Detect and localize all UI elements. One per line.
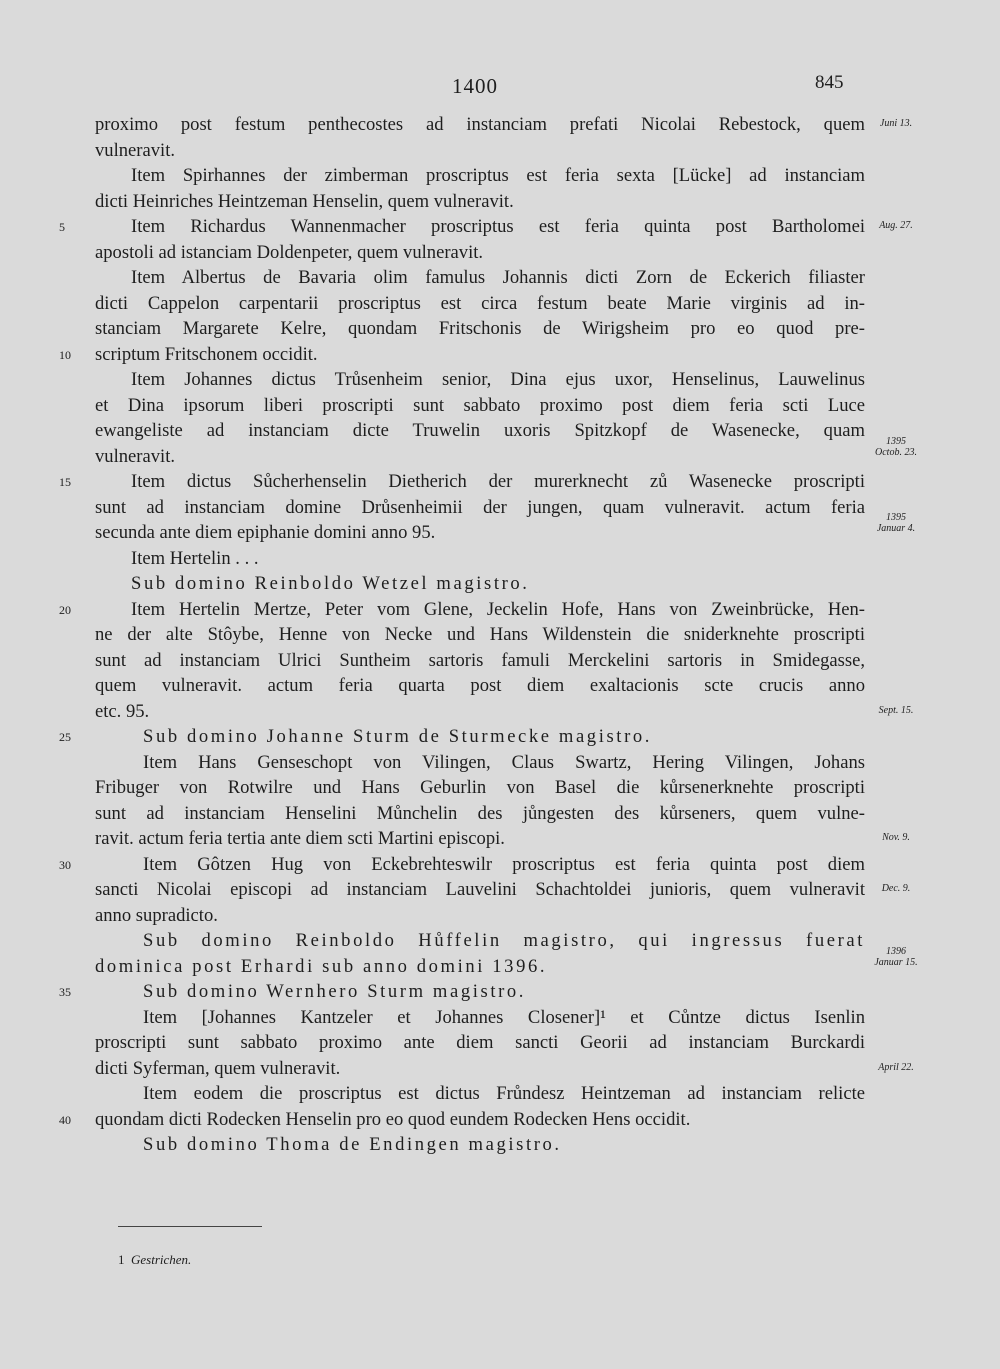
margin-date-note: 1396 Januar 15. [874,945,918,968]
line-text: dicti Heinriches Heintzeman Henselin, quem vulneravit. [95,190,514,212]
line-text: quem vulneravit. actum feria quarta post diem exaltacionis scte crucis anno [95,675,865,696]
footnote [118,1252,191,1268]
text-line [59,852,865,878]
line-text: Item Gôtzen Hug von Eckebrehteswilr proscriptus est feria quinta post diem [143,853,865,875]
text-line [95,189,865,215]
line-text: Item Hertelin Mertze, Peter vom Glene, Jeckelin Hofe, Hans von Zweinbrücke, Hen- [131,598,865,620]
text-line [95,877,911,903]
text-line [95,1081,865,1107]
line-text: scriptum Fritschonem occidit. [95,343,318,365]
text-line [95,1005,865,1031]
text-line [95,1056,914,1082]
text-line [95,775,865,801]
text-line [95,495,865,521]
line-text: dominica post Erhardi sub anno domini 1396. [95,955,548,977]
line-text: sunt ad instanciam domine Drůsenheimii der jungen, quam vulneravit. actum feria [95,496,865,518]
text-line [95,699,914,725]
line-text: et Dina ipsorum liberi proscripti sunt sabbato proximo post diem feria scti Luce [95,394,865,416]
text-line [95,673,865,699]
margin-date-note: April 22. [878,1061,914,1073]
line-text: dicti Cappelon carpentarii proscriptus est circa festum beate Marie virginis ad in- [95,292,865,314]
text-line [95,512,916,546]
text-line [59,597,865,623]
line-text: Sub domino Reinboldo Hůffelin magistro, qui ingressus fuerat [143,930,865,951]
line-text: sunt ad instanciam Ulrici Suntheim sartoris famuli Merckelini sartoris in Smidegasse, [95,649,865,671]
text-line [95,1132,865,1158]
text-line [59,979,865,1005]
margin-date-note: 1395 Octob. 23. [875,435,917,458]
line-text: quondam dicti Rodecken Henselin pro eo quod eundem Rodecken Hens occidit. [95,1108,691,1130]
text-line [95,928,865,954]
page-header [0,74,1000,104]
line-text: ravit. actum feria tertia ante diem scti Martini episcopi. [95,828,505,849]
text-line [95,826,910,852]
text-line [95,750,865,776]
footnote-text: Gestrichen. [131,1252,192,1267]
text-line [59,1107,865,1133]
line-number: 15 [59,475,71,489]
line-text: vulneravit. [95,139,176,161]
footnote-marker: 1 [118,1252,125,1267]
text-line [95,367,865,393]
line-text: stanciam Margarete Kelre, quondam Fritschonis de Wirigsheim pro eo quod pre- [95,318,865,339]
line-text: Item Hans Genseschopt von Vilingen, Claus Swartz, Hering Vilingen, Johans [143,751,865,773]
line-number: 20 [59,602,71,617]
line-text: Sub domino Thoma de Endingen magistro. [143,1134,562,1155]
line-text: Sub domino Johanne Sturm de Sturmecke magistro. [143,726,653,747]
line-number: 5 [59,220,65,234]
text-line [59,214,913,240]
line-text: Item Spirhannes der zimberman proscriptus est feria sexta [Lücke] ad instanciam [131,165,865,186]
line-text: proximo post festum penthecostes ad instanciam prefati Nicolai Rebestock, quem [95,114,865,135]
line-text: Fribuger von Rotwilre und Hans Geburlin von Basel die kůrsenerknehte proscripti [95,777,865,798]
text-line [95,571,865,597]
line-text: Item eodem die proscriptus est dictus Frůndesz Heintzeman ad instanciam relicte [143,1083,865,1104]
margin-date-note: Sept. 15. [878,704,914,716]
line-text: Item Hertelin . . . [131,547,259,569]
text-line [95,622,865,648]
document-body [59,112,918,1158]
line-text: Sub domino Wernhero Sturm magistro. [143,981,527,1002]
line-text: dicti Syferman, quem vulneravit. [95,1057,341,1079]
text-line [95,435,917,470]
margin-date-note: Nov. 9. [882,832,910,843]
margin-date-note: Aug. 27. [879,220,913,231]
line-text: Item Richardus Wannenmacher proscriptus est feria quinta post Bartholomei [131,216,865,237]
line-text: ewangeliste ad instanciam dicte Truwelin uxoris Spitzkopf de Wasenecke, quam [95,420,865,441]
line-text: apostoli ad istanciam Doldenpeter, quem vulneravit. [95,241,484,263]
line-text: Item Albertus de Bavaria olim famulus Johannis dicti Zorn de Eckerich filiaster [131,267,865,288]
text-line [95,163,865,189]
text-line [95,546,865,572]
running-head-year: 1400 [452,74,498,98]
text-line [95,648,865,674]
margin-date-note: Dec. 9. [881,883,911,894]
line-number: 10 [59,347,71,362]
line-number: 35 [59,985,71,999]
line-text: sancti Nicolai episcopi ad instanciam Lauvelini Schachtoldei junioris, quem vulneravit [95,879,865,900]
line-text: ne der alte Stôybe, Henne von Necke und Hans Wildenstein die sniderknehte proscripti [95,624,865,645]
text-line [95,418,865,444]
line-text: Item Johannes dictus Trůsenheim senior, Dina ejus uxor, Henselinus, Lauwelinus [131,369,865,390]
text-line [59,342,865,368]
text-line [59,469,865,495]
line-text: secunda ante diem epiphanie domini anno 95. [95,522,436,543]
text-line [95,112,913,138]
text-line [95,393,865,419]
text-line [95,265,865,291]
text-line [95,945,918,980]
line-number: 30 [59,857,71,872]
margin-date-note: 1395 Januar 4. [876,512,916,534]
text-line [95,903,865,929]
text-line [59,724,865,750]
line-text: Item [Johannes Kantzeler et Johannes Closener]¹ et Cůntze dictus Isenlin [143,1006,865,1028]
line-number: 25 [59,730,71,744]
text-line [95,1030,865,1056]
line-text: proscripti sunt sabbato proximo ante diem sancti Georii ad instanciam Burckardi [95,1032,865,1053]
line-text: sunt ad instanciam Henselini Můnchelin des jůngesten des kůrseners, quem vulne- [95,802,865,824]
footnote-rule [118,1226,262,1227]
line-text: anno supradicto. [95,904,218,926]
text-line [95,291,865,317]
text-line [95,138,865,164]
line-number: 40 [59,1112,71,1127]
line-text: etc. 95. [95,700,150,722]
line-text: Sub domino Reinboldo Wetzel magistro. [131,573,530,594]
text-line [95,240,865,266]
line-text: vulneravit. [95,445,176,467]
text-line [95,801,865,827]
text-line [95,316,865,342]
page-number: 845 [815,72,844,93]
line-text: Item dictus Sůcherhenselin Dietherich der murerknecht zů Wasenecke proscripti [131,471,865,492]
margin-date-note: Juni 13. [879,118,913,129]
